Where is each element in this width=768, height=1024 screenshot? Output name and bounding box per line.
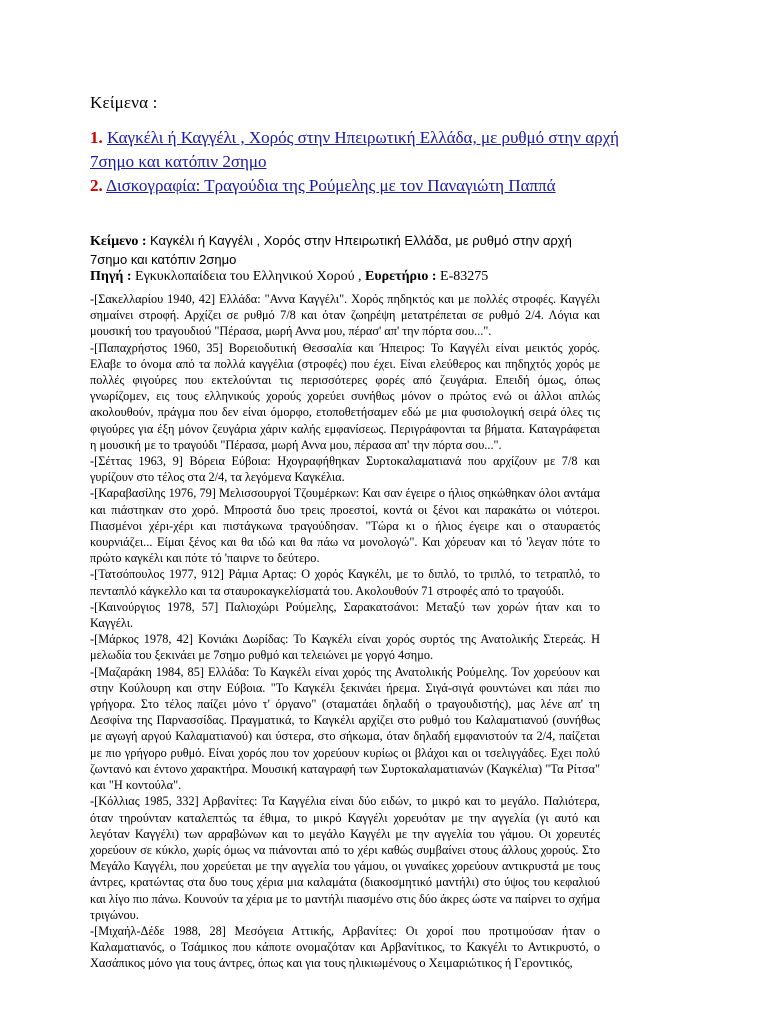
paragraph: -[Μάρκος 1978, 42] Κονιάκι Δωρίδας: Το Καγκέλι είναι χορός συρτός της Ανατολικής Στερεάς. Η μελωδία του ξεκινάει με 7σημο ρυθμό και τελειώνει με γοργό 4σημο.: [90, 632, 600, 663]
euretirio-label: Ευρετήριο :: [365, 269, 437, 284]
toc-link-diskografia[interactable]: Δισκογραφία: Τραγούδια της Ρούμελης με τον Παναγιώτη Παππά: [106, 176, 556, 195]
paragraph: -[Τατσόπουλος 1977, 912] Ράμια Αρτας: Ο χορός Καγκέλι, με το διπλό, το τριπλό, το τετραπλό, το πενταπλό κάγκελλο και τα σταυροκαγκελίσματά του. Ακολουθούν 71 στροφές από το τραγούδι.: [90, 567, 600, 598]
toc-number: 2.: [90, 176, 103, 195]
keimeno-label: Κείμενο :: [90, 234, 147, 249]
paragraph: -[Μαζαράκη 1984, 85] Ελλάδα: Το Καγκέλι είναι χορός της Ανατολικής Ρούμελης. Τον χορεύουν και στην Κούλουρη και στην Εύβοια. "Το Καγκέλι ξεκινάει ήρεμα. Σιγά-σιγά φουντώνει και πάει πιο γρήγορα. Στο τέλος παίζει μόνο τ' όργανο" (σταματάει δηλαδή ο τραγουδιστής), μας λένε απ' τη Δεσφίνα της Παρνασσίδας. Πραγματικά, το Καγκέλι αρχίζει στο ρυθμό του Καλαματιανού (συνήθως με αγωγή αργού Καλαματιανού) και ύστερα, στο σήκωμα, όταν δηλαδή εμφανιστούν τα 2/4, παίζεται με πιο γρήγορο ρυθμό. Είναι χορός που τον χορεύουν κυρίως οι βλάχοι και οι τσελιγγάδες. Εχει πολύ ζωντανό και έντονο χαρακτήρα. Μουσική καταγραφή των Συρτοκαλαματιανών (Καγκέλια) "Τα Ρίτσα" και "Η κοντούλα".: [90, 664, 600, 793]
paragraph: -[Κόλλιας 1985, 332] Αρβανίτες: Τα Καγγέλια είναι δύο ειδών, το μικρό και το μεγάλο. Παλιότερα, όταν τηρούνταν καταλεπτώς τα έθιμα, το μικρό Καγγέλι χορευόταν με την αγγελία (γι αυτό και λεγόταν Καγγέλι) των αρραβώνων και το μεγάλο Καγγέλι με την αγγελία του γάμου. Οι χορευτές χορεύουν σε κύκλο, χωρίς όμως να πιάνονται από το χέρι καθώς συμβαίνει στους άλλους χορούς. Στο Μεγάλο Καγγέλι, που χορεύεται με την αγγελία του γάμου, οι γυναίκες χορεύουν αντικρυστά με τους άντρες, κρατώντας στα δυο τους χέρια μια καλαμάτα (διακοσμητικό μαντήλι) στο ύψος του κεφαλιού και λίγο πιο πάνω. Κουνούν τα χέρια με το μαντήλι πιασμένο στις δύο άκρες ώστε να παίρνει το σχήμα τριγώνου.: [90, 794, 600, 922]
toc-number: 1.: [90, 128, 103, 147]
pigi-text: Εγκυκλοπαίδεια του Ελληνικού Χορού ,: [135, 269, 362, 284]
pigi-label: Πηγή :: [90, 269, 132, 284]
paragraph: -[Καραβασίλης 1976, 79] Μελισσουργοί Τζουμέρκων: Και σαν έγειρε ο ήλιος σηκώθηκαν όλοι αντάμα και πιάστηκαν στο χορό. Μπροστά δυο τρεις προεστοί, κοντά οι ξένοι και παρακάτω οι νιότεροι. Πιασμένοι χέρι-χέρι και πιστάγκωνα τραγούδησαν. "Τώρα κι ο ήλιος έγειρε και ο σταυραετός κουρνιάζει... Είμαι ξένος και θα ιδώ και θα πάω να μονολογώ". Και χόρευαν και τό 'λεγαν πότε το πρώτο καγκέλι και πότε τό 'παιρνε το δεύτερο.: [90, 486, 600, 566]
section-heading: Κείμενα :: [90, 93, 158, 112]
paragraph: -[Μιχαήλ-Δέδε 1988, 28] Μεσόγεια Αττικής, Αρβανίτες: Οι χοροί που προτιμούσαν ήταν ο Καλαματιανός, ο Τσάμικος που κάποτε ονομαζόταν και Αρβανίτικος, το Κακγέλι το Αντικρυστό, ο Χασάπικος μόνο για τους άντρες, όπως και για τους ηλικιωμένους ο Χειμαριώτικος ή Γεροντικός,: [90, 923, 600, 971]
paragraph: -[Παπαχρήστος 1960, 35] Βορειοδυτική Θεσσαλία και Ήπειρος: Το Καγγέλι είναι μεικτός χορός. Ελαβε το όνομα από τα πολλά καγγέλια (στροφές) που έχει. Είναι ελεύθερος και πηδηχτός χορός με πολλές φιγούρες που εκτελούνται τις περισσότερες φορές από ζευγάρια. Επειδή όμως, όπως γνωρίζομεν, εις τους ελληνικούς χορούς χορεύει συνήθως μόνον ο πρώτος ενώ οι άλλοι απλώς ακολουθούν, πράγμα που δεν είναι όμορφο, ετοποθετήσαμεν εδώ με μια φυσιολογική σειρά όλες τις φιγούρες για έξη μόνον ζευγάρια χάριν καλής εμφανίσεως. Περιγράφονται τα βήματα. Καταγράφεται η μουσική με το τραγούδι "Πέρασα, μωρή Αννα μου, πέρασα απ' την πόρτα σου...".: [90, 340, 600, 452]
document-body: [90, 291, 600, 972]
toc-item: [90, 126, 650, 174]
source-line: [90, 268, 690, 286]
toc-link-kagkeli[interactable]: Καγκέλι ή Καγγέλι , Χορός στην Ηπειρωτική Ελλάδα, με ρυθμό στην αρχή 7σημο και κατόπιν 2σημο: [90, 128, 620, 171]
table-of-contents: [90, 126, 650, 198]
toc-item: [90, 174, 650, 198]
euretirio-value: Ε-83275: [440, 269, 489, 284]
paragraph: -[Σέττας 1963, 9] Βόρεια Εύβοια: Ηχογραφήθηκαν Συρτοκαλαματιανά που αρχίζουν με 7/8 και γυρίζουν στο τέλος στα 2/4, τα λεγόμενα Καγκέλια.: [90, 454, 600, 485]
paragraph: -[Σακελλαρίου 1940, 42] Ελλάδα: "Αννα Καγγέλι". Χορός πηδηκτός και με πολλές στροφές. Καγγέλι σημαίνει στροφή. Αρχίζει σε ρυθμό 7/8 και όταν ζωηρέψη μετατρέπεται σε ρυθμό 2/4. Λόγια και μουσική του τραγουδιού "Πέρασα, μωρή Αννα μου, πέρασ' απ' την πόρτα σου...".: [90, 292, 600, 339]
keimeno-title: Καγκέλι ή Καγγέλι , Χορός στην Ηπειρωτική Ελλάδα, με ρυθμό στην αρχή 7σημο και κατόπιν 2σημο: [90, 233, 572, 267]
text-metadata: [90, 232, 610, 270]
paragraph: -[Καινούργιος 1978, 57] Παλιοχώρι Ρούμελης, Σαρακατσάνοι: Μεταξύ των χορών ήταν και το Καγγέλι.: [90, 599, 600, 631]
